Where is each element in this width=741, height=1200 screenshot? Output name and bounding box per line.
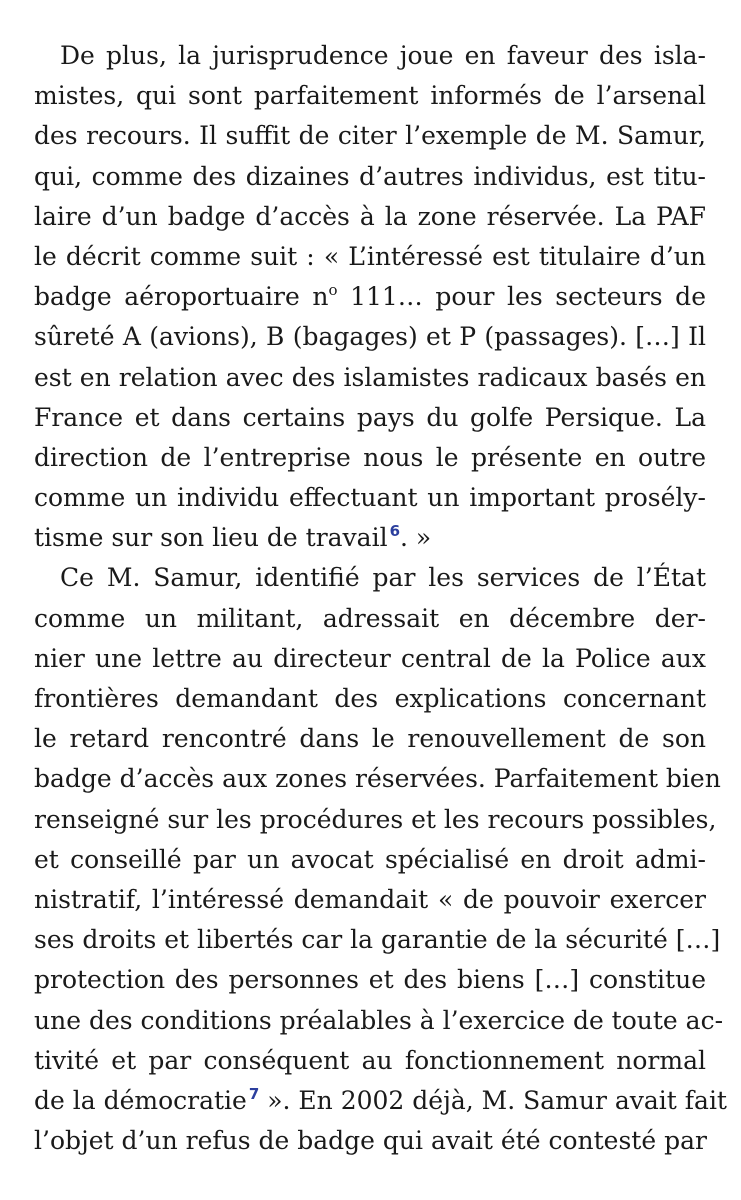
text-segment: . »: [400, 523, 432, 553]
text-line: et conseillé par un avocat spécialisé en droit admi-: [34, 844, 706, 874]
text-line: [34, 518, 706, 558]
text-line: est en relation avec des islamistes radicaux basés en: [34, 362, 706, 392]
text-line: tivité et par conséquent au fonctionnement normal: [34, 1045, 706, 1075]
text-line: qui, comme des dizaines d’autres individus, est titu-: [34, 161, 706, 191]
text-line: laire d’un badge d’accès à la zone réservée. La PAF: [34, 201, 706, 231]
text-line: comme un individu effectuant un important prosély-: [34, 483, 706, 513]
text-line: mistes, qui sont parfaitement informés de l’arsenal: [34, 81, 706, 111]
text-line: direction de l’entreprise nous le présente en outre: [34, 442, 706, 472]
text-line: nistratif, l’intéressé demandait « de pouvoir exercer: [34, 884, 706, 914]
text-segment: de la démocratie: [34, 1085, 247, 1115]
superscript-numero: o: [328, 281, 338, 300]
body-text: [34, 36, 727, 1161]
footnote-ref-7[interactable]: 7: [248, 1084, 260, 1103]
text-line: badge d’accès aux zones réservées. Parfaitement bien: [34, 764, 721, 794]
text-line: protection des personnes et des biens […] constitue: [34, 965, 706, 995]
text-line: nier une lettre au directeur central de la Police aux: [34, 643, 706, 673]
text-segment: 111… pour les secteurs de: [337, 282, 706, 312]
paragraph-1: [34, 36, 706, 558]
text-line: renseigné sur les procédures et les recours possibles,: [34, 804, 717, 834]
footnote-ref-6[interactable]: 6: [389, 522, 401, 541]
text-line: le retard rencontré dans le renouvellement de son: [34, 724, 706, 754]
text-line: des recours. Il suffit de citer l’exemple de M. Samur,: [34, 121, 706, 151]
paragraph-2: [34, 558, 727, 1161]
text-line: le décrit comme suit : « L’intéressé est titulaire d’un: [34, 241, 706, 271]
text-line: comme un militant, adressait en décembre der-: [34, 603, 706, 633]
text-segment: ». En 2002 déjà, M. Samur avait fait: [259, 1085, 727, 1115]
text-line: France et dans certains pays du golfe Persique. La: [34, 402, 706, 432]
text-line: sûreté A (avions), B (bagages) et P (passages). […] Il: [34, 322, 706, 352]
text-line: [34, 1081, 727, 1121]
text-line: ses droits et libertés car la garantie de la sécurité […]: [34, 925, 721, 955]
text-line: une des conditions préalables à l’exercice de toute ac-: [34, 1005, 724, 1035]
text-line: [34, 277, 706, 317]
text-segment: tisme sur son lieu de travail: [34, 523, 388, 553]
text-line: l’objet d’un refus de badge qui avait été contesté par: [34, 1126, 707, 1156]
text-line: Ce M. Samur, identifié par les services de l’État: [60, 563, 706, 593]
text-line: De plus, la jurisprudence joue en faveur des isla-: [60, 41, 706, 70]
text-line: frontières demandant des explications concernant: [34, 684, 706, 713]
text-segment: badge aéroportuaire n: [34, 282, 329, 312]
